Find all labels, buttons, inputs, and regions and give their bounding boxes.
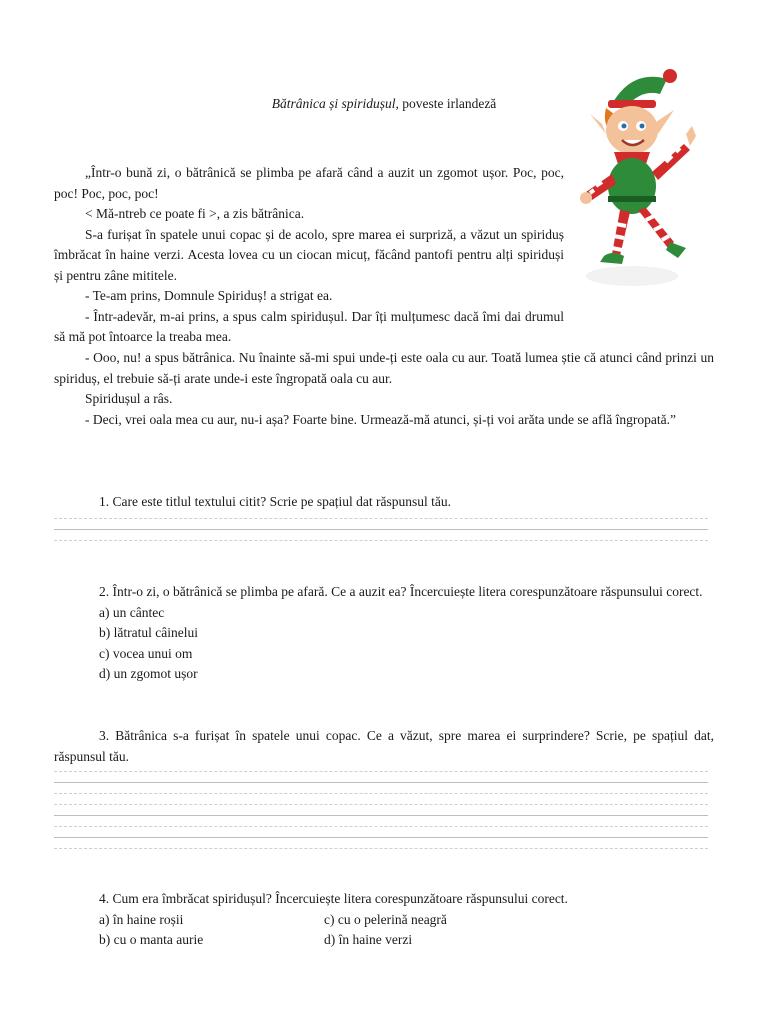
option-a[interactable]: a) un cântec — [99, 604, 165, 620]
question-3 — [54, 726, 714, 767]
story-paragraph: - Într-adevăr, m-ai prins, a spus calm spiridușul. Dar îți mulțumesc dacă îmi dai drumul să mă pot întoarce la treaba mea. — [54, 308, 564, 344]
answer-line[interactable] — [54, 782, 708, 783]
answer-lines-1[interactable] — [54, 518, 708, 551]
option-c[interactable]: c) cu o pelerină neagră — [324, 911, 447, 927]
answer-line[interactable] — [54, 540, 708, 541]
answer-line[interactable] — [54, 793, 708, 794]
option-b[interactable]: b) cu o manta aurie — [99, 932, 204, 947]
title-italic: Bătrânica și spiridușul — [271, 96, 396, 111]
answer-line[interactable] — [54, 815, 708, 816]
question-4-options — [99, 910, 714, 951]
option-d[interactable]: d) un zgomot ușor — [99, 666, 198, 681]
question-1-text: 1. Care este titlul textului citit? Scrie pe spațiul dat răspunsul tău. — [99, 494, 452, 509]
story-paragraph: Spiridușul a râs. — [85, 391, 173, 406]
story-paragraph: - Ooo, nu! a spus bătrânica. Nu înainte să-mi spui unde-ți este oala cu aur. Toată lumea știe că atunci când prinzi un spiriduș, el trebuie să-ți arate unde-i este îngropată oala cu aur. — [54, 350, 714, 386]
option-c[interactable]: c) vocea unui om — [99, 645, 193, 661]
question-2 — [54, 582, 714, 685]
story-paragraph: „Într-o bună zi, o bătrânică se plimba pe afară când a auzit un zgomot ușor. Poc, poc, poc! Poc, poc, poc! — [54, 165, 564, 201]
question-3-text: 3. Bătrânica s-a furișat în spatele unui copac. Ce a văzut, spre marea ei surprindere? Scrie, pe spațiul dat, răspunsul tău. — [54, 728, 714, 764]
title-rest: , poveste irlandeză — [395, 96, 497, 111]
story-text-wide — [54, 348, 714, 430]
answer-line[interactable] — [54, 529, 708, 530]
answer-line[interactable] — [54, 848, 708, 849]
option-b[interactable]: b) lătratul câinelui — [99, 625, 198, 640]
option-a[interactable]: a) în haine roșii — [99, 911, 184, 927]
option-d[interactable]: d) în haine verzi — [324, 932, 413, 947]
question-4 — [54, 889, 714, 951]
answer-line[interactable] — [54, 837, 708, 838]
answer-line[interactable] — [54, 804, 708, 805]
story-paragraph: - Te-am prins, Domnule Spiriduș! a strigat ea. — [85, 288, 333, 303]
story-paragraph: - Deci, vrei oala mea cu aur, nu-i așa? Foarte bine. Urmează-mă atunci, și-ți voi arăta unde se află îngropată.” — [85, 411, 676, 427]
story-paragraph: < Mă-ntreb ce poate fi >, a zis bătrânica. — [85, 206, 305, 221]
story-paragraph: S-a furișat în spatele unui copac și de acolo, spre marea ei surpriză, a văzut un spiriduș îmbrăcat în haine verzi. Acesta lovea cu un ciocan micuț, făcând pantofi pentru alți spiriduși și pentru zâne mititele. — [54, 226, 564, 283]
answer-line[interactable] — [54, 826, 708, 827]
elf-illustration-icon — [572, 64, 714, 294]
question-1 — [54, 492, 714, 513]
answer-line[interactable] — [54, 771, 708, 772]
question-2-text: 2. Într-o zi, o bătrânică se plimba pe afară. Ce a auzit ea? Încercuiește litera corespunzătoare răspunsului corect. — [99, 584, 703, 599]
answer-lines-3[interactable] — [54, 771, 708, 859]
answer-line[interactable] — [54, 518, 708, 519]
question-2-options — [99, 603, 714, 685]
question-4-text: 4. Cum era îmbrăcat spiridușul? Încercuiește litera corespunzătoare răspunsului corect. — [99, 891, 568, 906]
story-text-narrow — [54, 163, 564, 348]
